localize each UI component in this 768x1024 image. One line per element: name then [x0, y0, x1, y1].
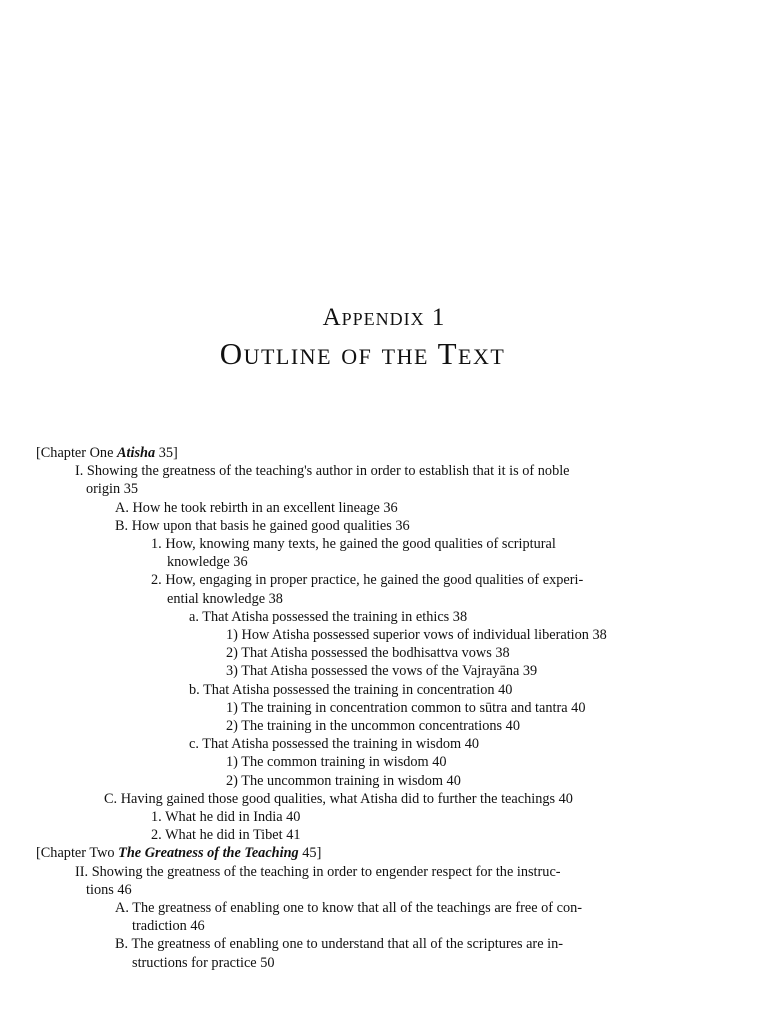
chapter-page: 45] [302, 845, 322, 862]
chapter-prefix: [Chapter Two [36, 845, 115, 862]
outline-item [36, 790, 696, 808]
outline-item [36, 735, 696, 753]
outline-item-cont: ential knowledge 38 [167, 590, 283, 607]
outline-item [36, 717, 696, 735]
item-text: What he did in Tibet 41 [165, 827, 301, 844]
item-label: 1) [226, 627, 238, 644]
outline-item [36, 935, 696, 953]
outline-item [36, 681, 696, 699]
item-label: 2) [226, 772, 238, 789]
outline-item [36, 571, 696, 589]
item-label: 3) [226, 663, 238, 680]
outline-item-cont: tradiction 46 [132, 918, 205, 935]
item-label: A. [115, 499, 129, 516]
outline-item-cont: origin 35 [86, 481, 139, 498]
outline-item [36, 499, 696, 517]
item-text: Having gained those good qualities, what Atisha did to further the teachings 40 [120, 790, 573, 807]
chapter-heading [36, 844, 696, 862]
item-text: The common training in wisdom 40 [241, 754, 447, 771]
outline-item-cont: knowledge 36 [167, 554, 248, 571]
item-text: How he took rebirth in an excellent lineage 36 [132, 499, 398, 516]
outline-item [36, 517, 696, 535]
item-text: That Atisha possessed the bodhisattva vows 38 [241, 645, 510, 662]
item-text: How, knowing many texts, he gained the good qualities of scriptural [165, 536, 556, 553]
item-label: 1) [226, 754, 238, 771]
item-label: 2. [151, 827, 162, 844]
item-label: 2. [151, 572, 162, 589]
chapter-prefix: [Chapter One [36, 445, 114, 461]
item-text: That Atisha possessed the training in concentration 40 [203, 681, 513, 698]
outline-item [36, 863, 696, 881]
item-text: How Atisha possessed superior vows of individual liberation 38 [241, 627, 607, 644]
chapter-heading [36, 444, 696, 462]
item-text: The training in the uncommon concentrations 40 [241, 718, 520, 735]
item-text: What he did in India 40 [165, 809, 301, 826]
chapter-page: 35] [158, 445, 178, 461]
chapter-title: Atisha [117, 445, 156, 461]
outline-item [36, 808, 696, 826]
outline-item [36, 626, 696, 644]
item-label: 1. [151, 809, 162, 826]
item-label: C. [104, 790, 118, 807]
outline-item [36, 753, 696, 771]
item-label: 1) [226, 699, 238, 716]
item-label: 2) [226, 645, 238, 662]
item-text: Showing the greatness of the teaching in order to engender respect for the instruc- [91, 863, 561, 880]
outline-item [36, 535, 696, 553]
item-label: c. [189, 736, 199, 753]
item-label: b. [189, 681, 200, 698]
item-text: The uncommon training in wisdom 40 [241, 772, 461, 789]
item-text: How, engaging in proper practice, he gained the good qualities of experi- [165, 572, 584, 589]
item-label: A. [115, 900, 129, 917]
outline-item-cont: tions 46 [86, 881, 132, 898]
item-text: That Atisha possessed the training in wisdom 40 [202, 736, 480, 753]
item-text: The greatness of enabling one to know that all of the teachings are free of con- [132, 900, 583, 917]
outline-item [36, 462, 696, 480]
appendix-label: Appendix 1 [322, 304, 446, 331]
item-text: The training in concentration common to sūtra and tantra 40 [241, 699, 586, 716]
chapter-title: The Greatness of the Teaching [118, 845, 299, 862]
outline-item [36, 644, 696, 662]
outline-item [36, 662, 696, 680]
item-label: 1. [151, 536, 162, 553]
item-label: B. [115, 936, 129, 953]
item-label: a. [189, 608, 199, 625]
item-text: The greatness of enabling one to understand that all of the scriptures are in- [131, 936, 563, 953]
outline-item [36, 699, 696, 717]
outline-item [36, 826, 696, 844]
item-text: Showing the greatness of the teaching's author in order to establish that it is of noble [86, 463, 570, 480]
item-label: I. [75, 463, 84, 480]
outline-item [36, 608, 696, 626]
outline [36, 444, 696, 972]
outline-item [36, 772, 696, 790]
outline-item-cont: structions for practice 50 [132, 954, 275, 971]
item-text: That Atisha possessed the vows of the Vajrayāna 39 [241, 663, 538, 680]
page-title: Outline of the Text [219, 336, 506, 371]
item-text: That Atisha possessed the training in ethics 38 [202, 608, 468, 625]
item-text: How upon that basis he gained good qualities 36 [131, 517, 410, 534]
item-label: II. [75, 863, 89, 880]
item-label: 2) [226, 718, 238, 735]
item-label: B. [115, 517, 129, 534]
outline-item [36, 899, 696, 917]
